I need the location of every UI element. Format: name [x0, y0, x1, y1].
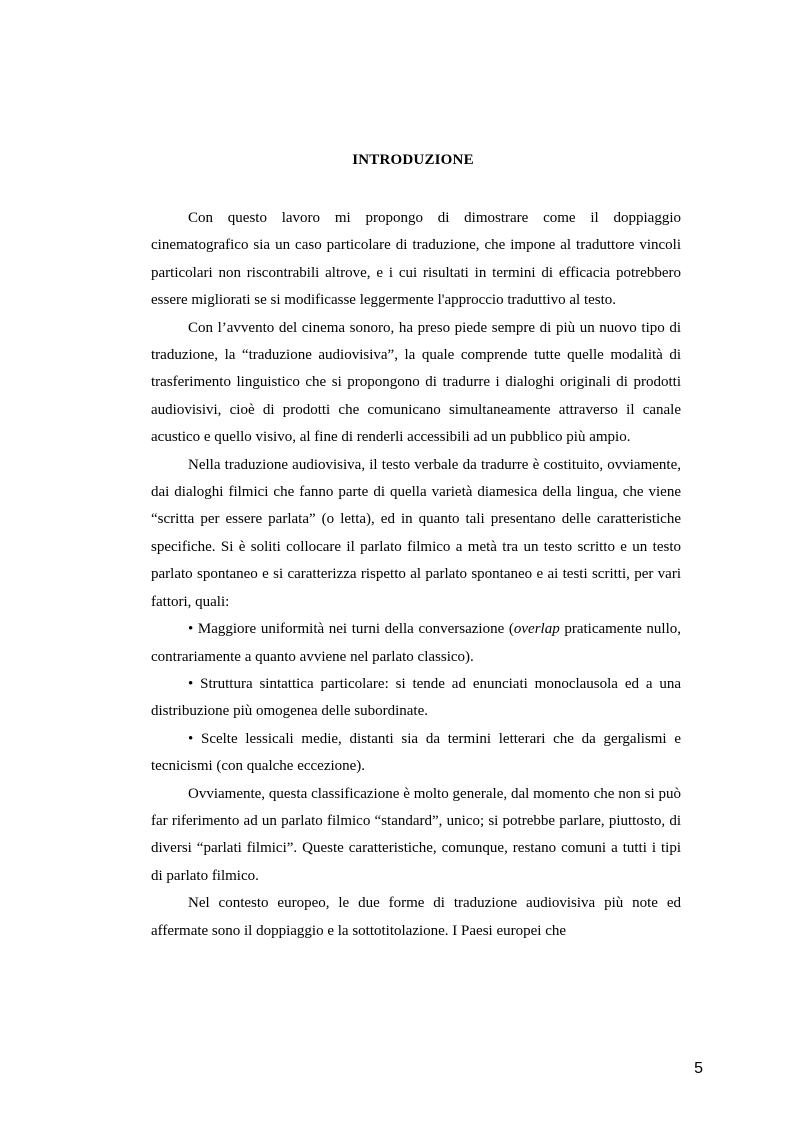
paragraph-audiovisual-translation: Con l’avvento del cinema sonoro, ha preso piede sempre di più un nuovo tipo di traduzione, la “traduzione audiovisiva”, la quale comprende tutte quelle modalità di trasferimento linguistico che si propongono di tradurre i dialoghi originali di prodotti audiovisivi, cioè di prodotti che comunicano simultaneamente attraverso il canale acustico e quello visivo, al fine di renderli accessibili ad un pubblico più ampio.	[151, 319, 681, 446]
paragraph-verbal-text: Nella traduzione audiovisiva, il testo verbale da tradurre è costituito, ovviamente, dai dialoghi filmici che fanno parte di quella varietà diamesica della lingua, che viene “scritta per essere parlata” (o letta), ed in quanto tali presentano delle caratteristiche specifiche. Si è soliti collocare il parlato filmico a metà tra un testo scritto e un testo parlato spontaneo e si caratterizza rispetto al parlato spontaneo e ai testi scritti, per vari fattori, quali:	[151, 456, 681, 610]
bullet-syntactic-structure: • Struttura sintattica particolare: si tende ad enunciati monoclausola ed a una distribuzione più omogenea delle subordinate.	[151, 675, 681, 720]
paragraph-classification: Ovviamente, questa classificazione è molto generale, dal momento che non si può far riferimento ad un parlato filmico “standard”, unico; si potrebbe parlare, piuttosto, di diversi “parlati filmici”. Queste caratteristiche, comunque, restano comuni a tutti i tipi di parlato filmico.	[151, 785, 681, 884]
bullet-text-end: praticamente nullo, contrariamente a quanto avviene nel parlato classico).	[151, 621, 681, 665]
page-title: INTRODUZIONE	[352, 152, 474, 168]
page-number: 5	[694, 1060, 703, 1077]
body-text	[151, 205, 681, 945]
bullet-turn-uniformity	[151, 616, 681, 671]
bullet-lexical-choices: • Scelte lessicali medie, distanti sia da termini letterari che da gergalismi e tecnicismi (con qualche eccezione).	[151, 730, 681, 775]
paragraph-european-context: Nel contesto europeo, le due forme di traduzione audiovisiva più note ed affermate sono il doppiaggio e la sottotitolazione. I Paesi europei che	[151, 895, 681, 939]
bullet-text-start: • Maggiore uniformità nei turni della conversazione (	[188, 621, 514, 638]
paragraph-intro: Con questo lavoro mi propongo di dimostrare come il doppiaggio cinematografico sia un caso particolare di traduzione, che impone al traduttore vincoli particolari non riscontrabili altrove, e i cui risultati in termini di efficacia potrebbero essere migliorati se si modificasse leggermente l'approccio traduttivo al testo.	[151, 210, 681, 309]
italic-term: overlap	[513, 621, 560, 638]
